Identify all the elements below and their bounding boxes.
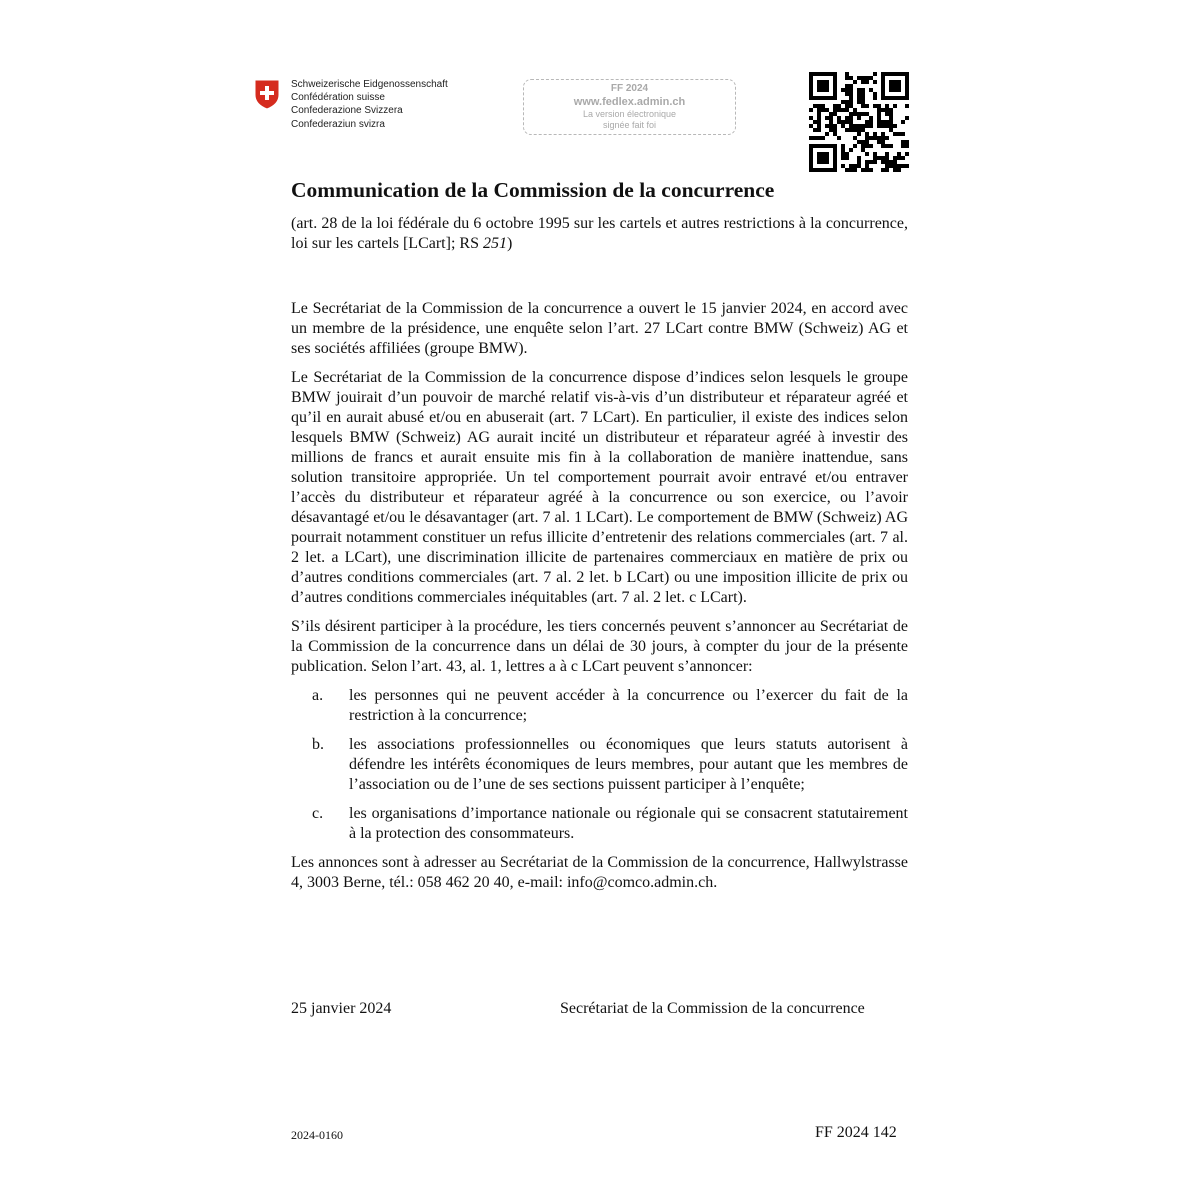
subtitle-close: ) <box>506 235 513 252</box>
confederation-name-de: Schweizerische Eidgenossenschaft <box>291 79 448 90</box>
stamp-line-4: signée fait foi <box>602 120 657 130</box>
subtitle-text: (art. 28 de la loi fédérale du 6 octobre 1995 sur les cartels et autres restrictions à la concurrence, loi sur les cartels [LCart]; RS <box>291 215 908 252</box>
page-subtitle <box>291 214 908 254</box>
list-item-letter: a. <box>312 687 324 704</box>
stamp-line-1: FF 2024 <box>610 83 649 94</box>
ff-reference: FF 2024 142 <box>815 1124 897 1141</box>
list-item-text: les associations professionnelles ou économiques que leurs statuts autorisent à défendre les intérêts économiques de leurs membres, pour autant que les membres de l’association ou de l’une de ses sections puissent participer à l’enquête; <box>349 736 908 793</box>
list-item <box>291 804 908 844</box>
subtitle-rs-number: 251 <box>482 235 507 252</box>
document-number: 2024-0160 <box>291 1128 343 1142</box>
list-item-text: les personnes qui ne peuvent accéder à la concurrence ou l’exercer du fait de la restriction à la concurrence; <box>349 687 908 724</box>
electronic-signature-stamp <box>523 79 736 135</box>
qr-code-icon <box>809 72 909 172</box>
eligible-parties-list <box>291 686 908 844</box>
page-title: Communication de la Commission de la concurrence <box>291 178 775 202</box>
paragraph-opening: Le Secrétariat de la Commission de la concurrence a ouvert le 15 janvier 2024, en accord avec un membre de la présidence, une enquête selon l’art. 27 LCart contre BMW (Schweiz) AG et ses sociétés affiliées (groupe BMW). <box>291 300 908 357</box>
document-body <box>291 299 908 902</box>
confederation-name-it: Confederazione Svizzera <box>291 105 403 117</box>
confederation-names <box>291 78 448 131</box>
paragraph-closing: Les annonces sont à adresser au Secrétariat de la Commission de la concurrence, Hallwylstrasse 4, 3003 Berne, tél.: 058 462 20 40, e-mail: info@comco.admin.ch. <box>291 854 908 891</box>
signatory: Secrétariat de la Commission de la concurrence <box>560 1000 865 1017</box>
stamp-line-3: La version électronique <box>582 109 677 119</box>
list-item-letter: c. <box>312 805 324 822</box>
swiss-cross-shield-icon <box>254 79 280 110</box>
publication-date: 25 janvier 2024 <box>291 1000 392 1017</box>
list-item-text: les organisations d’importance nationale ou régionale qui se consacrent statutairement à la protection des consommateurs. <box>349 805 908 842</box>
confederation-name-rm: Confederaziun svizra <box>291 118 385 130</box>
stamp-line-2: www.fedlex.admin.ch <box>573 96 686 108</box>
list-item <box>291 686 908 726</box>
paragraph-indices: Le Secrétariat de la Commission de la concurrence dispose d’indices selon lesquels le groupe BMW jouirait d’un pouvoir de marché relatif vis-à-vis d’un distributeur et réparateur agréé et qu’il en aurait abusé et/ou en abuserait (art. 7 LCart). En particulier, il existe des indices selon lesquels BMW (Schweiz) AG aurait incité un distributeur et réparateur agréé à investir des millions de francs et aurait ensuite mis fin à la collaboration de manière inattendue, sans solution transitoire appropriée. Un tel comportement pourrait avoir entravé et/ou entraver l’accès du distributeur et réparateur agréé à la concurrence ou son exercice, ou l’avoir désavantagé et/ou le désavantager (art. 7 al. 1 LCart). Le comportement de BMW (Schweiz) AG pourrait notamment constituer un refus illicite d’entretenir des relations commerciales (art. 7 al. 2 let. a LCart), une discrimination illicite de partenaires commerciaux en matière de prix ou d’autres conditions commerciales (art. 7 al. 2 let. b LCart) ou une imposition illicite de prix ou d’autres conditions commerciales inéquitables (art. 7 al. 2 let. c LCart). <box>291 369 908 606</box>
paragraph-participation: S’ils désirent participer à la procédure, les tiers concernés peuvent s’annoncer au Secrétariat de la Commission de la concurrence dans un délai de 30 jours, à compter du jour de la présente publication. Selon l’art. 43, al. 1, lettres a à c LCart peuvent s’annoncer: <box>291 618 908 675</box>
list-item-letter: b. <box>312 736 324 753</box>
list-item <box>291 735 908 795</box>
confederation-name-fr: Confédération suisse <box>291 92 385 104</box>
